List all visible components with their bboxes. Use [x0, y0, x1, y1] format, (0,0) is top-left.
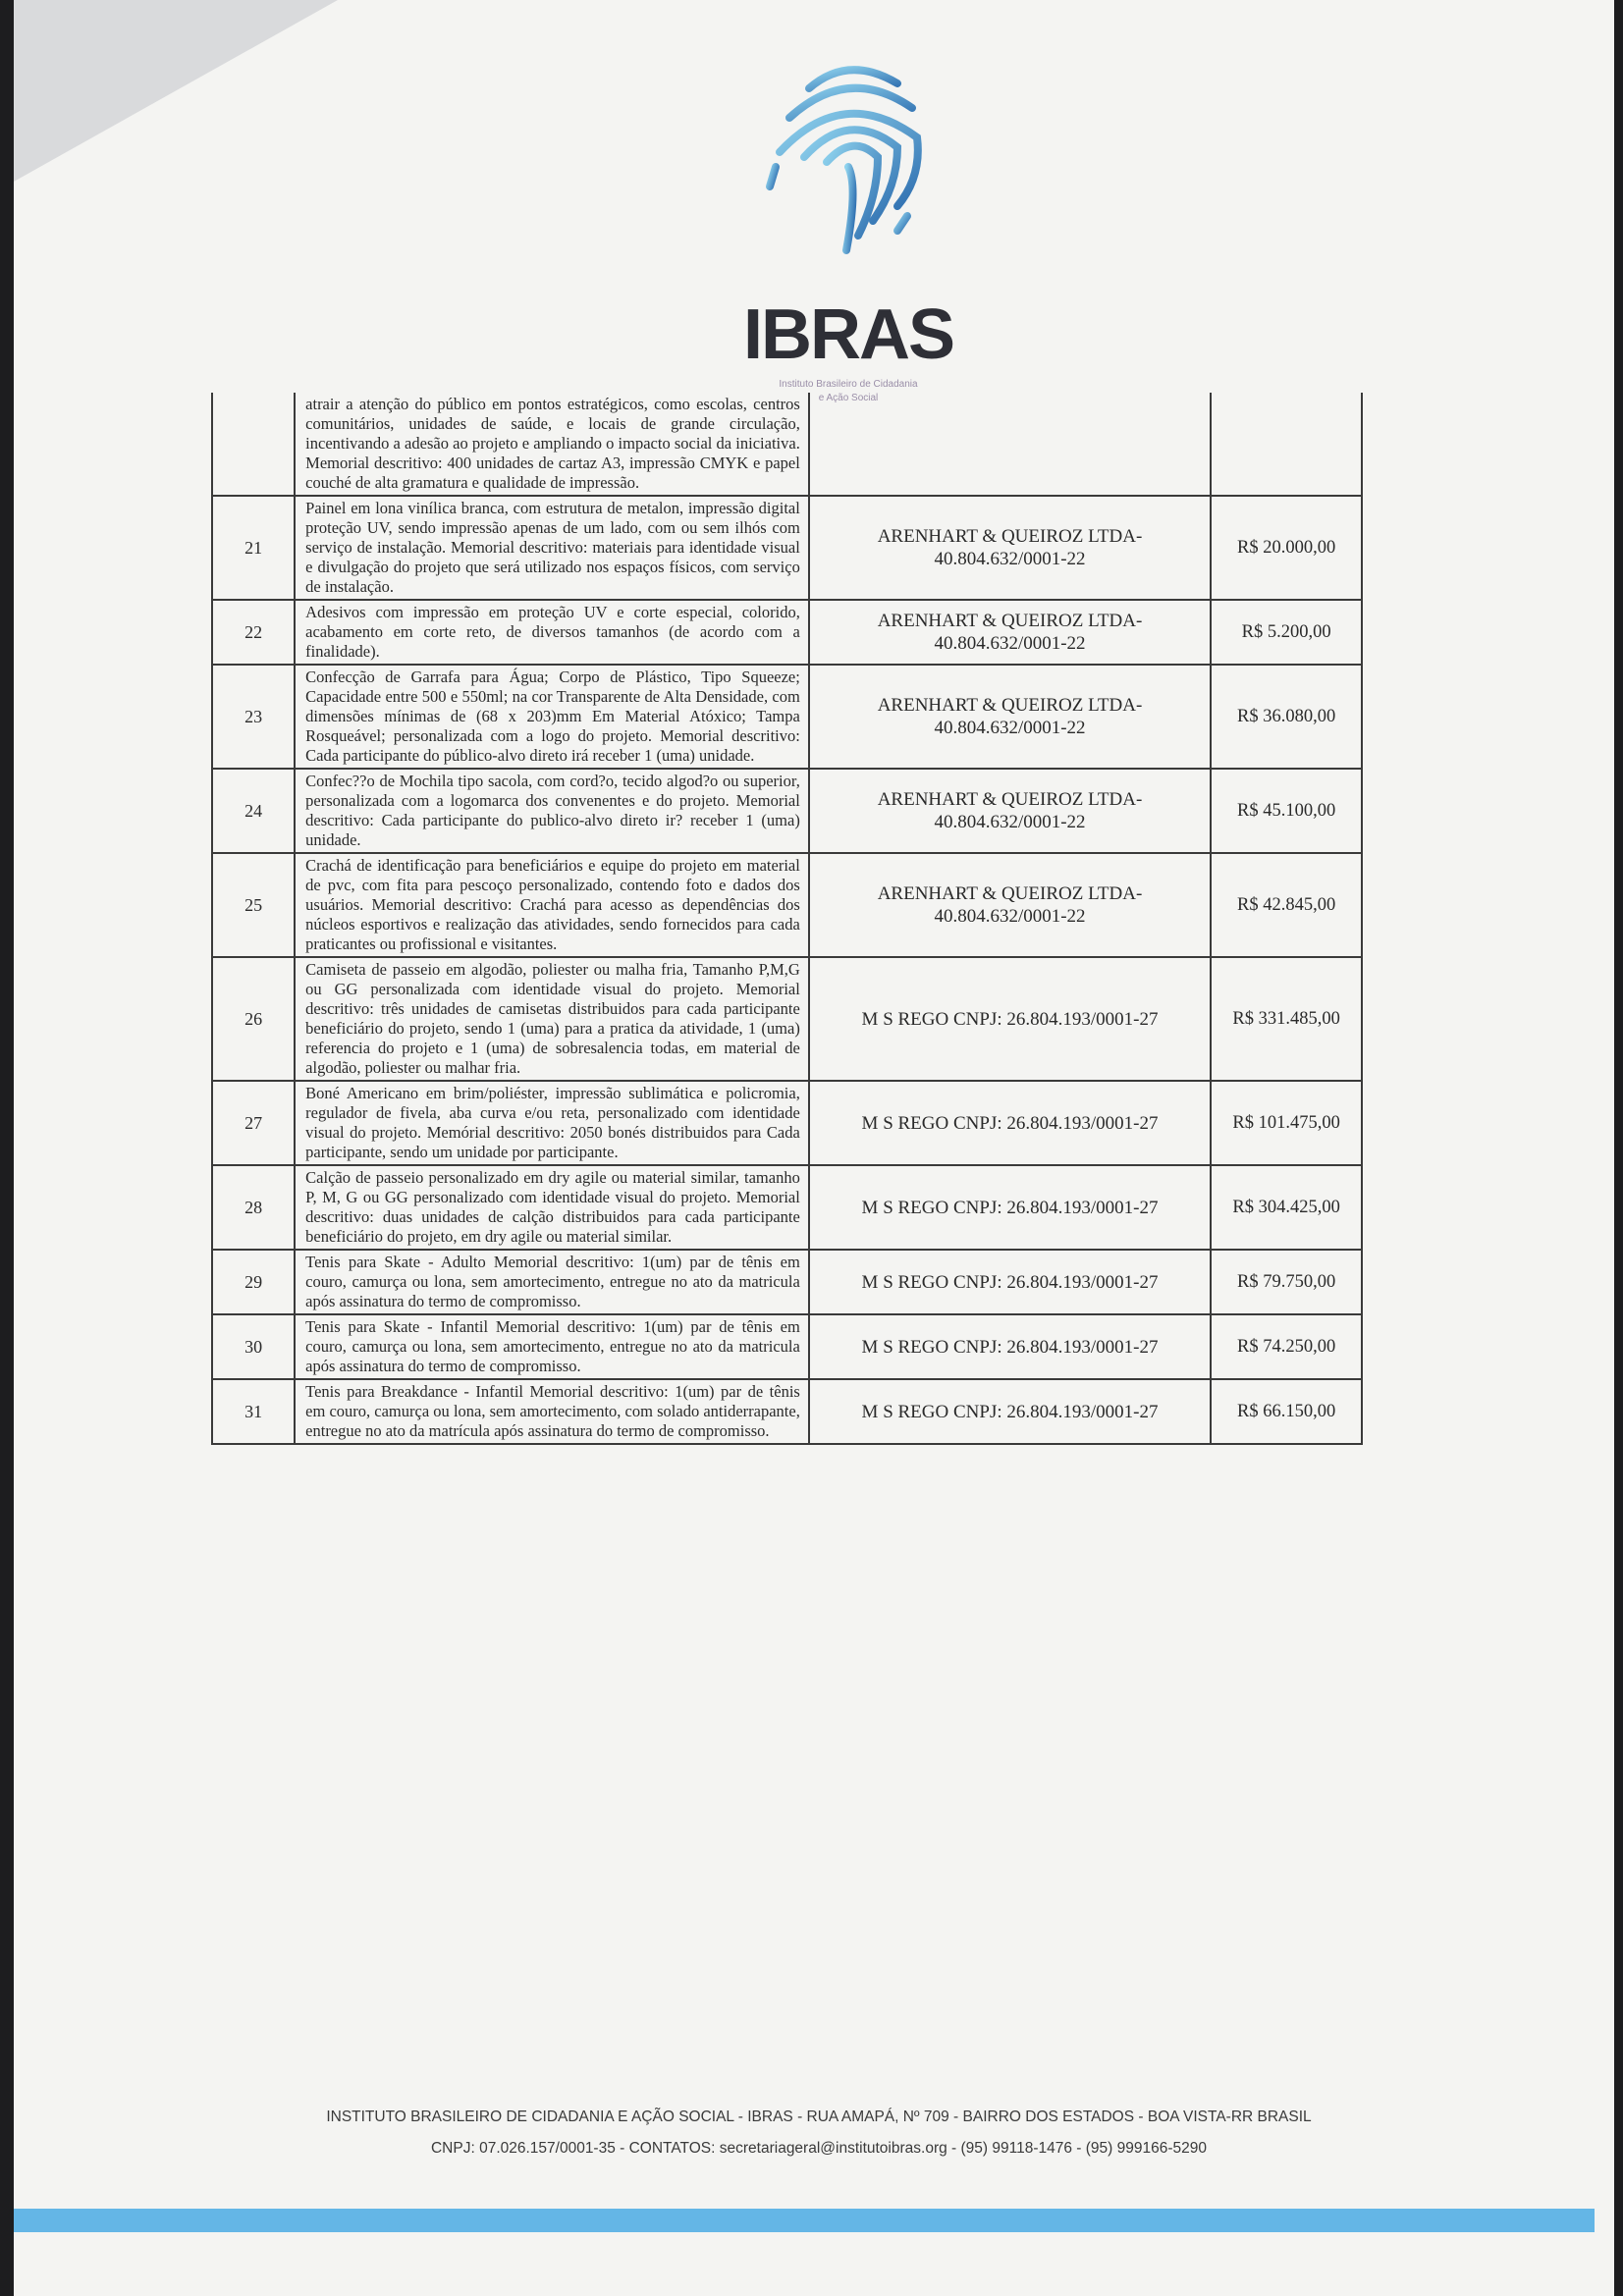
- table-row: [212, 957, 1362, 1081]
- table-row: [212, 393, 1362, 496]
- item-description: Tenis para Skate - Infantil Memorial descritivo: 1(um) par de tênis em couro, camurça ou lona, sem amortecimento, entregue no ato da matricula após assinatura do termo de compromisso.: [295, 1314, 809, 1379]
- item-supplier: ARENHART & QUEIROZ LTDA- 40.804.632/0001-22: [809, 496, 1211, 600]
- item-value: R$ 331.485,00: [1211, 957, 1362, 1081]
- logo-subtitle-line1: Instituto Brasileiro de Cidadania: [779, 379, 918, 390]
- footer-address: INSTITUTO BRASILEIRO DE CIDADANIA E AÇÃO SOCIAL - IBRAS - RUA AMAPÁ, Nº 709 - BAIRRO DOS ESTADOS - BOA VISTA-RR BRASIL: [326, 2109, 1312, 2125]
- item-description: Confecção de Garrafa para Água; Corpo de Plástico, Tipo Squeeze; Capacidade entre 500 e 550ml; na cor Transparente de Alta Densidade, com dimensões mínimas de (68 x 203)mm Em Material Atóxico; Tampa Rosqueável; personalizada com a logo do projeto. Memorial descritivo: Cada participante do público-alvo direto irá receber 1 (uma) unidade.: [295, 665, 809, 769]
- item-number: 23: [212, 665, 295, 769]
- item-value: R$ 36.080,00: [1211, 665, 1362, 769]
- item-supplier: [809, 393, 1211, 496]
- item-number: 31: [212, 1379, 295, 1444]
- item-number: 30: [212, 1314, 295, 1379]
- item-number: 26: [212, 957, 295, 1081]
- item-description: Painel em lona vinílica branca, com estrutura de metalon, impressão digital proteção UV, sendo impressão apenas de um lado, com ou sem ilhós com serviço de instalação. Memorial descritivo: materiais para identidade visual e divulgação do projeto que será utilizado nos espaços físicos, com serviço de instalação.: [295, 496, 809, 600]
- item-description: Crachá de identificação para beneficiários e equipe do projeto em material de pvc, com fita para pescoço personalizado, contendo foto e dados dos usuários. Memorial descritivo: Crachá para acesso as dependências dos núcleos esportivos e realização das atividades, sendo fornecidos para cada praticantes ou profissional e visitantes.: [295, 853, 809, 957]
- item-description: Confec??o de Mochila tipo sacola, com cord?o, tecido algod?o ou superior, personalizada com a logomarca dos convenentes e do projeto. Memorial descritivo: Cada participante do publico-alvo direto ir? receber 1 (uma) unidade.: [295, 769, 809, 853]
- page-fold-corner: [14, 0, 338, 182]
- footer-contacts: CNPJ: 07.026.157/0001-35 - CONTATOS: secretariageral@institutoibras.org - (95) 99118-1476 - (95) 999166-5290: [430, 2140, 1207, 2157]
- item-supplier: M S REGO CNPJ: 26.804.193/0001-27: [809, 1379, 1211, 1444]
- table-row: [212, 1081, 1362, 1165]
- table-row: [212, 600, 1362, 665]
- items-table: [211, 393, 1363, 1445]
- item-number: 29: [212, 1250, 295, 1314]
- item-supplier: ARENHART & QUEIROZ LTDA- 40.804.632/0001-22: [809, 769, 1211, 853]
- item-description: Calção de passeio personalizado em dry agile ou material similar, tamanho P, M, G ou GG personalizado com identidade visual do projeto. Memorial descritivo: duas unidades de calção distribuidos para cada participante beneficiário do projeto, em dry agile ou material similar.: [295, 1165, 809, 1250]
- item-value: [1211, 393, 1362, 496]
- item-value: R$ 45.100,00: [1211, 769, 1362, 853]
- item-description: Adesivos com impressão em proteção UV e corte especial, colorido, acabamento em corte reto, de diversos tamanhos (de acordo com a finalidade).: [295, 600, 809, 665]
- item-supplier: ARENHART & QUEIROZ LTDA- 40.804.632/0001-22: [809, 853, 1211, 957]
- document-page: [14, 0, 1614, 2296]
- item-description: Camiseta de passeio em algodão, poliester ou malha fria, Tamanho P,M,G ou GG personalizada com identidade visual do projeto. Memorial descritivo: três unidades de camisetas distribuidos para cada participante beneficiário do projeto, sendo 1 (uma) para a pratica da atividade, 1 (uma) referencia do projeto e 1 (uma) de sobresalencia todas, em material de algodão, poliester ou malhar fria.: [295, 957, 809, 1081]
- table-row: [212, 853, 1362, 957]
- item-value: R$ 79.750,00: [1211, 1250, 1362, 1314]
- item-value: R$ 74.250,00: [1211, 1314, 1362, 1379]
- logo-subtitle-line2: e Ação Social: [818, 393, 879, 403]
- item-value: R$ 5.200,00: [1211, 600, 1362, 665]
- item-number: 28: [212, 1165, 295, 1250]
- ibras-logo: [721, 49, 976, 403]
- table-row: [212, 1314, 1362, 1379]
- item-supplier: M S REGO CNPJ: 26.804.193/0001-27: [809, 957, 1211, 1081]
- item-number: 24: [212, 769, 295, 853]
- item-supplier: ARENHART & QUEIROZ LTDA- 40.804.632/0001-22: [809, 665, 1211, 769]
- item-number: [212, 393, 295, 496]
- table-row: [212, 496, 1362, 600]
- item-description: Tenis para Skate - Adulto Memorial descritivo: 1(um) par de tênis em couro, camurça ou lona, sem amortecimento, entregue no ato da matricula após assinatura do termo de compromisso.: [295, 1250, 809, 1314]
- table-row: [212, 1250, 1362, 1314]
- item-supplier: ARENHART & QUEIROZ LTDA- 40.804.632/0001-22: [809, 600, 1211, 665]
- table-row: [212, 1379, 1362, 1444]
- table-row: [212, 769, 1362, 853]
- item-value: R$ 304.425,00: [1211, 1165, 1362, 1250]
- item-supplier: M S REGO CNPJ: 26.804.193/0001-27: [809, 1081, 1211, 1165]
- item-number: 25: [212, 853, 295, 957]
- item-value: R$ 66.150,00: [1211, 1379, 1362, 1444]
- item-number: 22: [212, 600, 295, 665]
- item-supplier: M S REGO CNPJ: 26.804.193/0001-27: [809, 1165, 1211, 1250]
- item-number: 27: [212, 1081, 295, 1165]
- footer-color-band: [14, 2209, 1595, 2232]
- item-number: 21: [212, 496, 295, 600]
- item-supplier: M S REGO CNPJ: 26.804.193/0001-27: [809, 1250, 1211, 1314]
- item-value: R$ 101.475,00: [1211, 1081, 1362, 1165]
- item-description: Boné Americano em brim/poliéster, impressão sublimática e policromia, regulador de fivela, aba curva e/ou reta, personalizado com identidade visual do projeto. Memórial descritivo: 2050 bonés distribuidos para Cada participante, sendo um unidade por participante.: [295, 1081, 809, 1165]
- fingerprint-map-icon: [750, 49, 947, 265]
- item-description: atrair a atenção do público em pontos estratégicos, como escolas, centros comunitários, unidades de saúde, e locais de grande circulação, incentivando a adesão ao projeto e ampliando o impacto social da iniciativa. Memorial descritivo: 400 unidades de cartaz A3, impressão CMYK e papel couché de alta gramatura e qualidade de impressão.: [295, 393, 809, 496]
- logo-wordmark: IBRAS: [742, 295, 953, 374]
- table-row: [212, 1165, 1362, 1250]
- item-value: R$ 42.845,00: [1211, 853, 1362, 957]
- table-row: [212, 665, 1362, 769]
- item-supplier: M S REGO CNPJ: 26.804.193/0001-27: [809, 1314, 1211, 1379]
- item-value: R$ 20.000,00: [1211, 496, 1362, 600]
- item-description: Tenis para Breakdance - Infantil Memorial descritivo: 1(um) par de tênis em couro, camurça ou lona, sem amortecimento, com solado antiderrapante, entregue no ato da matrícula após assinatura do termo de compromisso.: [295, 1379, 809, 1444]
